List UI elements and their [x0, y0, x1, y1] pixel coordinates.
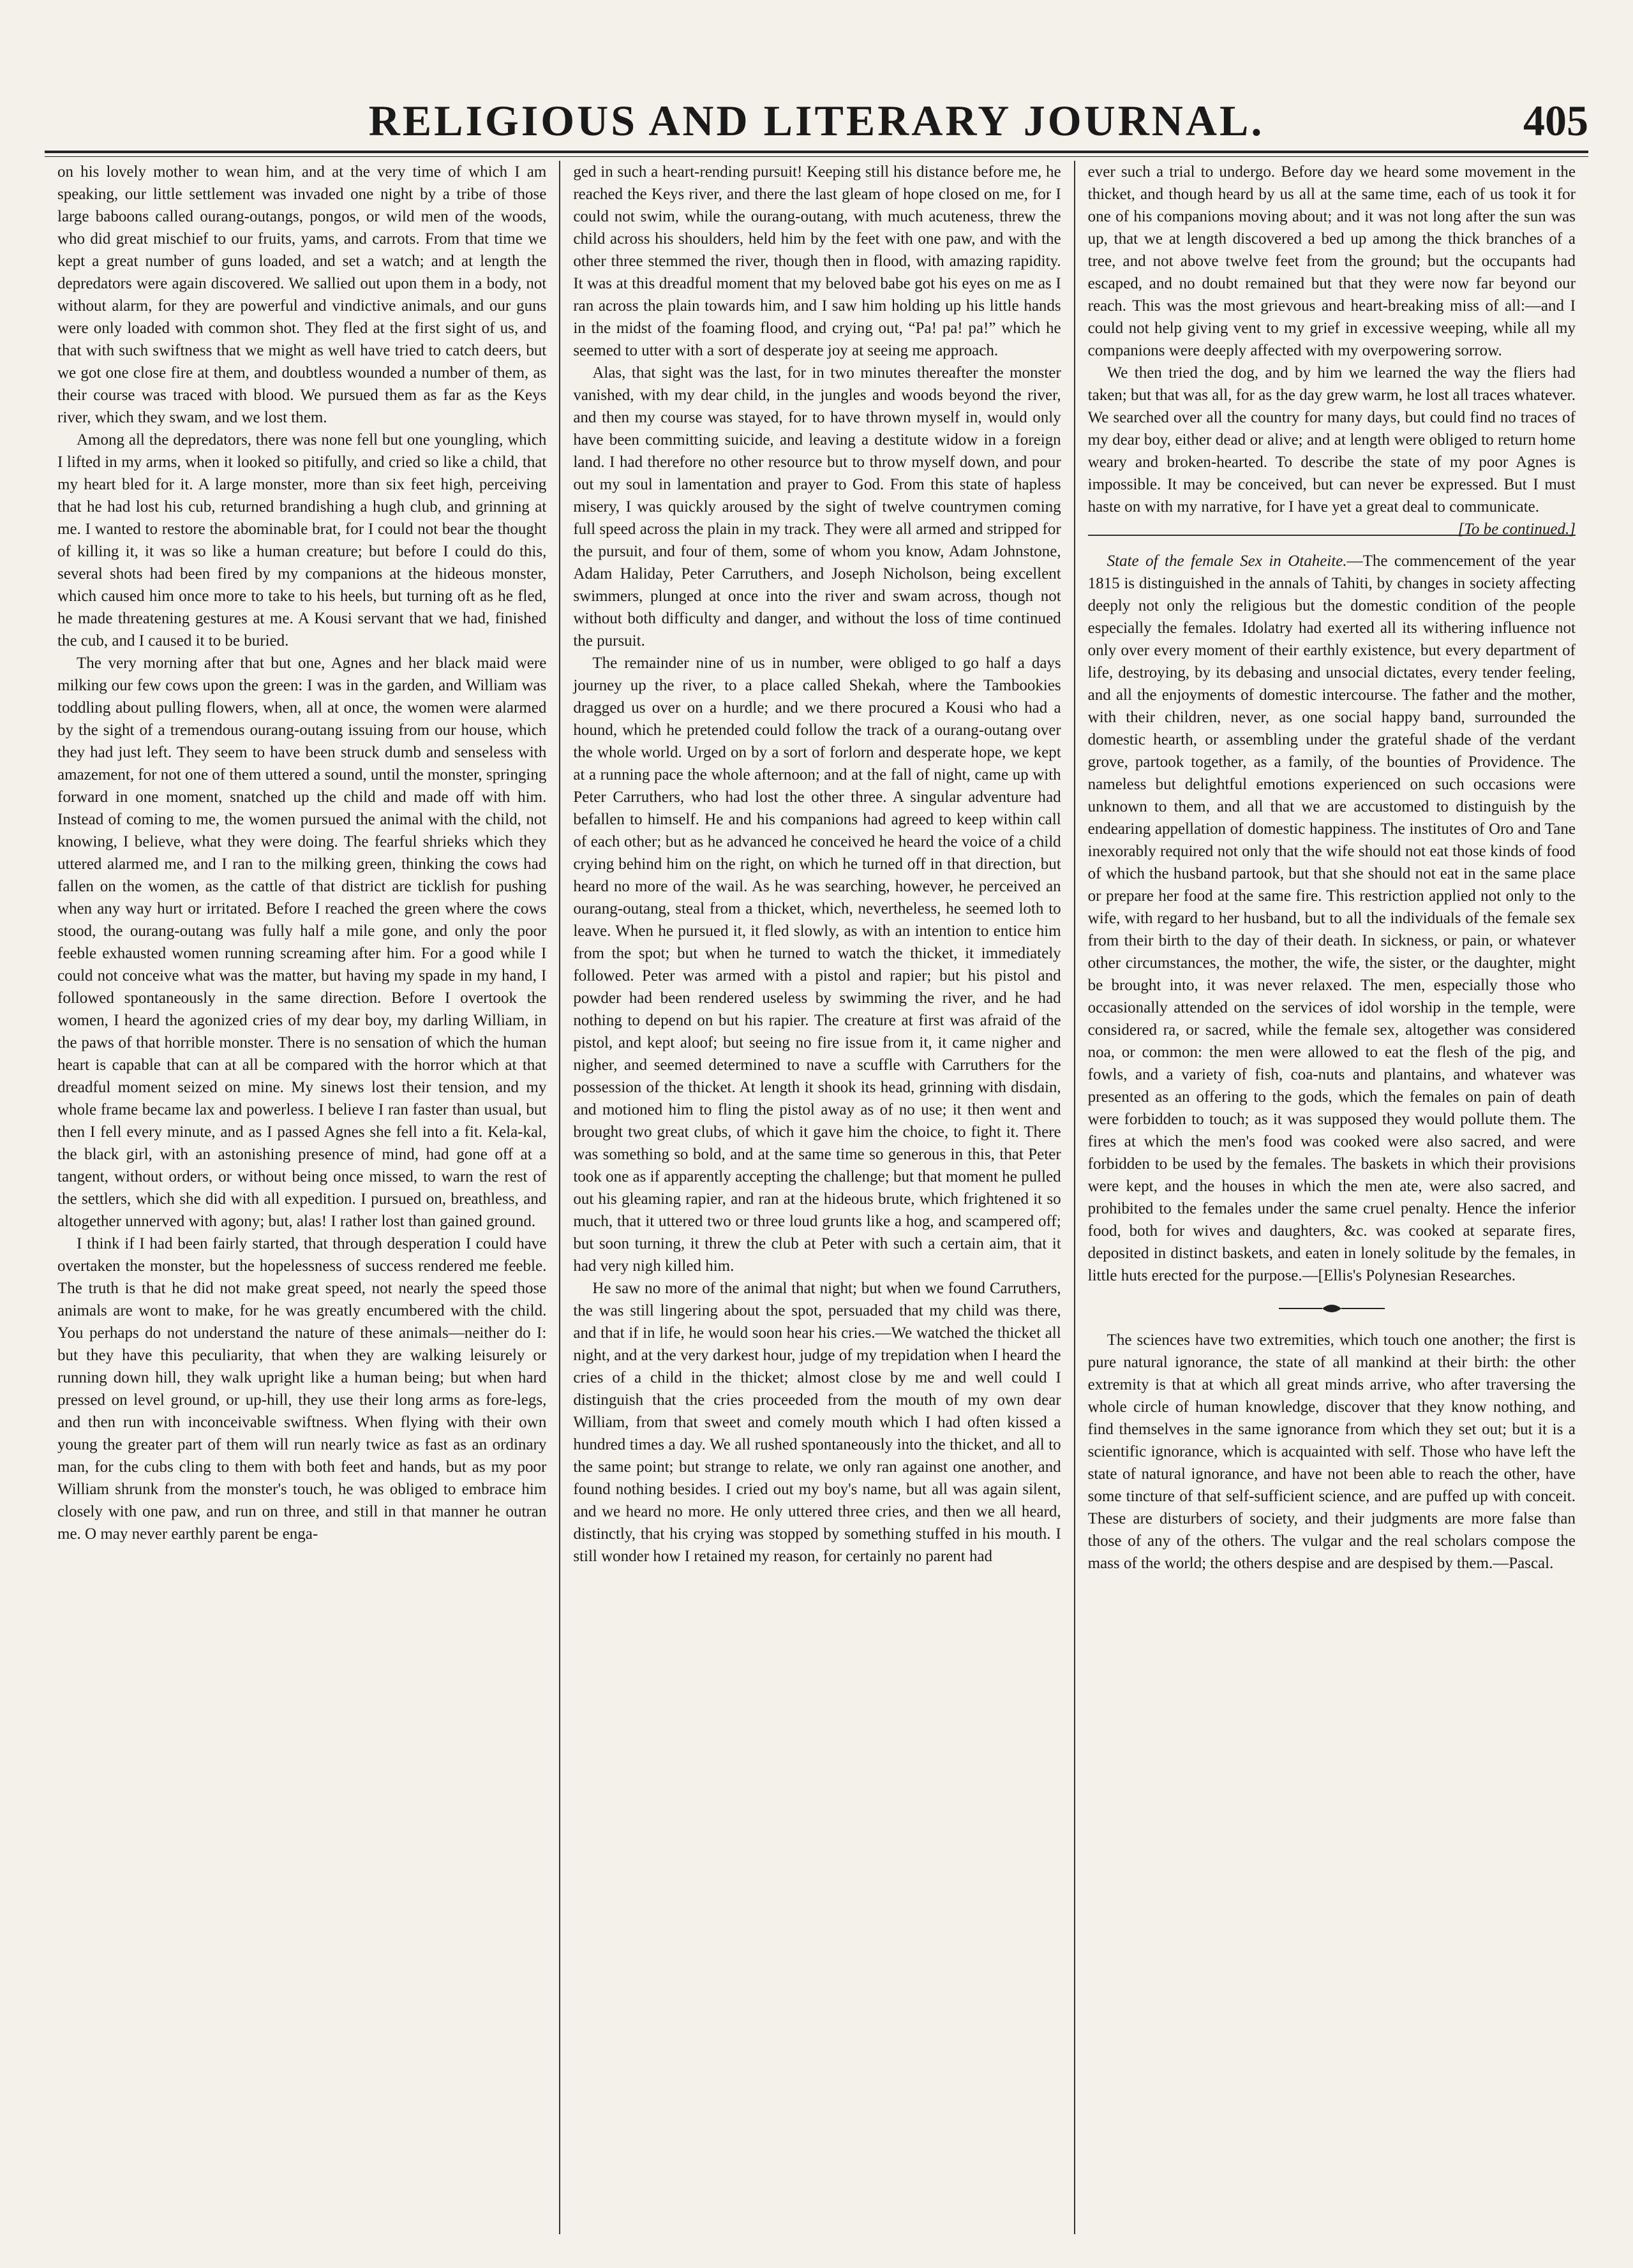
article-paragraph: [1088, 550, 1576, 1287]
paragraph-with-continued-note: [1087, 362, 1576, 538]
paragraph: on his lovely mother to wean him, and at the very time of which I am speaking, our little settlement was invaded one night by a tribe of those large baboons called ourang-outangs, pongos, or wild men of the woods, who did great mischief to our fruits, yams, and carrots. From that time we kept a great number of guns loaded, and set a watch; and at length the depredators were again discovered. We sallied out upon them in a body, not without alarm, for they are powerful and vindictive animals, and our guns were only loaded with common shot. They fled at the first sight of us, and that with such swiftness that we might as well have tried to catch deers, but we got one close fire at them, and doubtless wounded a number of them, as their course was traced with blood. We pursued them as far as the Keys river, which they swam, and we lost them.: [57, 163, 547, 426]
paragraph: The remainder nine of us in number, were obliged to go half a days journey up the river, to a place called Shekah, where the Tambookies dragged us over on a hurdle; and we there procured a Kousi who had a hound, which he pretended could follow the track of a ourang-outang over the whole world. Urged on by a sort of forlorn and desperate hope, we kept at a running pace the whole afternoon; and at the fall of night, came up with Peter Carruthers, who had lost the other three. A singular adventure had befallen to himself. He and his companions had agreed to keep within call of each other; but as he advanced he conceived he heard the voice of a child crying behind him on the right, on which he turned off in that direction, but heard no more of the wail. As he was searching, however, he perceived an ourang-outang, steal from a thicket, which, nevertheless, he seemed loth to leave. When he pursued it, it fled slowly, as with an intention to entice him from the spot; but when he turned to watch the thicket, it immediately followed. Peter was armed with a pistol and rapier; but his pistol and powder had been rendered useless by swimming the river, and he had nothing to depend on but his rapier. The creature at first was afraid of the pistol, and kept aloof; but seeing no fire issue from it, it came nigher and nigher, and seemed determined to nave a scuffle with Carruthers for the possession of the thicket. At length it shook its head, grinning with disdain, and motioned him to fling the pistol away as of no use; it then went and brought two great clubs, of which it gave him the choice, to fight it. There was something so bold, and at the same time so generous in this, that Peter took one as if apparently accepting the challenge; but that moment he pulled out his gleaming rapier, and ran at the hideous brute, which frightened it so much, that it uttered two or three loud grunts like a hog, and scampered off; but soon turning, it threw the club at Peter with such a certain aim, that it had very nigh killed him.: [573, 655, 1061, 1275]
column-1: [45, 161, 559, 2234]
article-body: —The commencement of the year 1815 is distinguished in the annals of Tahiti, by changes in society affecting deeply not only the religious but the domestic condition of the people especially the females. Idolatry had exerted all its withering influence not only over every moment of their earthly existence, but every department of life, destroying, by its debasing and unsocial dictates, every tender feeling, and all the enjoyments of domestic intercourse. The father and the mother, with their children, never, as one social happy band, surrounded the domestic hearth, or assembling under the grateful shade of the verdant grove, partook together, as a family, of the bounties of Providence. The nameless but delightful emotions experienced on such occasions were unknown to them, and all that we are accustomed to distinguish by the endearing appellation of domestic happiness. The institutes of Oro and Tane inexorably required not only that the wife should not eat those kinds of food of which the husband partook, but that she should not eat in the same place or prepare her food at the same fire. This restriction applied not only to the wife, with regard to her husband, but to all the individuals of the female sex from their birth to the day of their death. In sickness, or pain, or whatever other circumstances, the mother, the wife, the sister, or the daughter, might be brought into, it was never relaxed. The men, especially those who occasionally attended on the services of idol worship in the temple, were considered ra, or sacred, while the female sex, altogether was considered noa, or common: the men were allowed to eat the flesh of the pig, and fowls, and a variety of fish, coa-nuts and plantains, and whatever was presented as an offering to the gods, which the females on pain of death were forbidden to touch; as it was supposed they would pollute them. The fires at which the men's food was cooked were also sacred, and were forbidden to be used by the females. The baskets in which their provisions were kept, and the houses in which the men ate, were also sacred, and prohibited to the females under the same cruel penalty. Hence the inferior food, both for wives and daughters, &c. was cooked at separate fires, deposited in distinct baskets, and eaten in lonely solitude by the females, in little huts erected for the purpose.—[Ellis's Polynesian Researches.: [1087, 552, 1576, 1284]
column-3: [1074, 161, 1588, 2234]
article-title: State of the female Sex in Otaheite.: [1107, 552, 1347, 570]
paragraph: Alas, that sight was the last, for in two minutes thereafter the monster vanished, with my dear child, in the jungles and woods beyond the river, and then my course was stayed, for to have thrown myself in, would only have been committing suicide, and leaving a destitute widow in a foreign land. I had therefore no other resource but to throw myself down, and pour out my soul in lamentation and prayer to God. From this state of hapless misery, I was quickly aroused by the sight of twelve countrymen coming full speed across the plain in my track. They were all armed and stripped for the pursuit, and four of them, some of whom you know, Adam Johnstone, Adam Haliday, Peter Carruthers, and Joseph Nicholson, being excellent swimmers, plunged at once into the river and swam across, though not without both difficulty and danger, and without the loss of time continued the pursuit.: [573, 364, 1061, 649]
paragraph: The very morning after that but one, Agnes and her black maid were milking our few cows upon the green: I was in the garden, and William was toddling about pulling flowers, when, all at once, the women were alarmed by the sight of a tremendous ourang-outang issuing from our house, which they had just left. They seem to have been struck dumb and senseless with amazement, for not one of them uttered a sound, until the monster, springing forward in one moment, snatched up the child and made off with him. Instead of coming to me, the women pursued the animal with the child, not knowing, I believe, what they were doing. The fearful shrieks which they uttered alarmed me, and I ran to the milking green, thinking the cows had fallen on the women, as the cattle of that district are ticklish for pushing when any way hurt or irritated. Before I reached the green where the cows stood, the ourang-outang was fully half a mile gone, and only the poor feeble exhausted women running screaming after him. For a good while I could not conceive what was the matter, but having my spade in my hand, I followed spontaneously in the same direction. Before I overtook the women, I heard the agonized cries of my dear boy, my darling William, in the paws of that horrible monster. There is no sensation of which the human heart is capable that can at all be compared with the horror which at that dreadful moment seized on mine. My sinews lost their tension, and my whole frame became lax and powerless. I believe I ran faster than usual, but then I fell every minute, and as I passed Agnes she fell into a fit. Kela-kal, the black girl, with an astonishing presence of mind, had gone off at a tangent, without orders, or without being once missed, to warn the rest of the settlers, which she did with all expedition. I pursued on, breathless, and altogether unnerved with agony; but, alas! I rather lost than gained ground.: [57, 655, 547, 1230]
page-number: 405: [1523, 96, 1588, 145]
paragraph-text: We then tried the dog, and by him we learned the way the fliers had taken; but that was all, for as the day grew warm, he lost all traces whatever. We searched over all the country for many days, but could find no traces of my dear boy, either dead or alive; and at length were obliged to return home weary and broken-hearted. To describe the state of my poor Agnes is impossible. It may be conceived, but can never be expressed. But I must haste on with my narrative, for I have yet a great deal to communicate.: [1087, 364, 1576, 515]
header-rule: [45, 151, 1588, 157]
closing-paragraph: The sciences have two extremities, which touch one another; the first is pure natural ignorance, the state of all mankind at their birth: the other extremity is that at which all great minds arrive, who after traversing the whole circle of human knowledge, discover that they know nothing, and find themselves in the same ignorance from which they set out; but it is a scientific ignorance, which is acquainted with self. Those who have left the state of natural ignorance, and have not been able to reach the other, have some tincture of that self-sufficient science, and are puffed up with conceit. These are disturbers of society, and their judgments are more false than those of any of the others. The vulgar and the real scholars compose the mass of the world; the others despise and are despised by them.—Pascal.: [1087, 1331, 1576, 1572]
continued-note: [To be continued.]: [1458, 521, 1576, 538]
running-head: [45, 96, 1588, 147]
paragraph: I think if I had been fairly started, that through desperation I could have overtaken the monster, but the hopelessness of success rendered me feeble. The truth is that he did not make great speed, not nearly the speed those animals are wont to make, for he was greatly encumbered with the child. You perhaps do not understand the nature of these animals—neither do I: but they have this peculiarity, that when they are walking leisurely or running down hill, they walk upright like a human being; but when hard pressed on level ground, or up-hill, they use their long arms as fore-legs, and then run with inconceivable swiftness. When flying with their own young the greater part of them will run nearly twice as fast as an ordinary man, for the cubs cling to them with both feet and hands, but as my poor William shrunk from the monster's touch, he was obliged to embrace him closely with one paw, and run on three, and still in that manner he outran me. O may never earthly parent be enga-: [57, 1235, 547, 1543]
paragraph: ged in such a heart-rending pursuit! Keeping still his distance before me, he reached the Keys river, and there the last gleam of hope closed on me, for I could not swim, while the ourang-outang, with much acuteness, threw the child across his shoulders, held him by the feet with one paw, and with the other three stemmed the river, though then in flood, with amazing rapidity. It was at this dreadful moment that my beloved babe got his eyes on me as I ran across the plain towards him, and I saw him holding up his little hands in the midst of the foaming flood, and crying out, “Pa! pa! pa!” which he seemed to utter with a sort of desperate joy at seeing me approach.: [573, 163, 1061, 359]
paragraph: Among all the depredators, there was none fell but one youngling, which I lifted in my arms, when it looked so pitifully, and cried so like a child, that my heart bled for it. A large monster, more than six feet high, perceiving that he had lost his cub, returned brandishing a hugh club, and grinning at me. I wanted to restore the abominable brat, for I could not bear the thought of killing it, it was so like a human creature; but before I could do this, several shots had been fired by my companions at the hideous monster, which caused him once more to take to his heels, but turning oft as he fled, he made threatening gestures at me. A Kousi servant that we had, finished the cub, and I caused it to be buried.: [57, 431, 547, 649]
text-columns: [45, 161, 1588, 2234]
paragraph: He saw no more of the animal that night; but when we found Carruthers, the was still lingering about the spot, persuaded that my child was there, and that if in life, he would soon hear his cries.—We watched the thicket all night, and at the very darkest hour, judge of my trepidation when I heard the cries of a child in the thicket; almost close by me and well could I distinguish that the cries proceeded from the mouth of my own dear William, from that sweet and comely mouth which I had often kissed a hundred times a day. We all rushed spontaneously into the thicket, and all to the same point; but strange to relate, we only ran against one another, and found nothing besides. I cried out my boy's name, but all was again silent, and we heard no more. He only uttered three cries, and then we all heard, distinctly, that his crying was stopped by something stuffed in his mouth. I still wonder how I retained my reason, for certainly no parent had: [573, 1280, 1061, 1565]
column-2: [559, 161, 1073, 2234]
journal-title: RELIGIOUS AND LITERARY JOURNAL.: [368, 96, 1265, 145]
paragraph: ever such a trial to undergo. Before day we heard some movement in the thicket, and though heard by us all at the same time, each of us took it for one of his companions moving about; and it was not long after the sun was up, that we at length discovered a bed up among the thick branches of a tree, and not above twelve feet from the ground; but the occupants had escaped, and no doubt remained but that they were now far beyond our reach. This was the most grievous and heart-breaking miss of all:—and I could not help giving vent to my grief in excessive weeping, while all my companions were deeply affected with my overpowering sorrow.: [1087, 163, 1576, 359]
ornament-divider: [1278, 1301, 1386, 1316]
